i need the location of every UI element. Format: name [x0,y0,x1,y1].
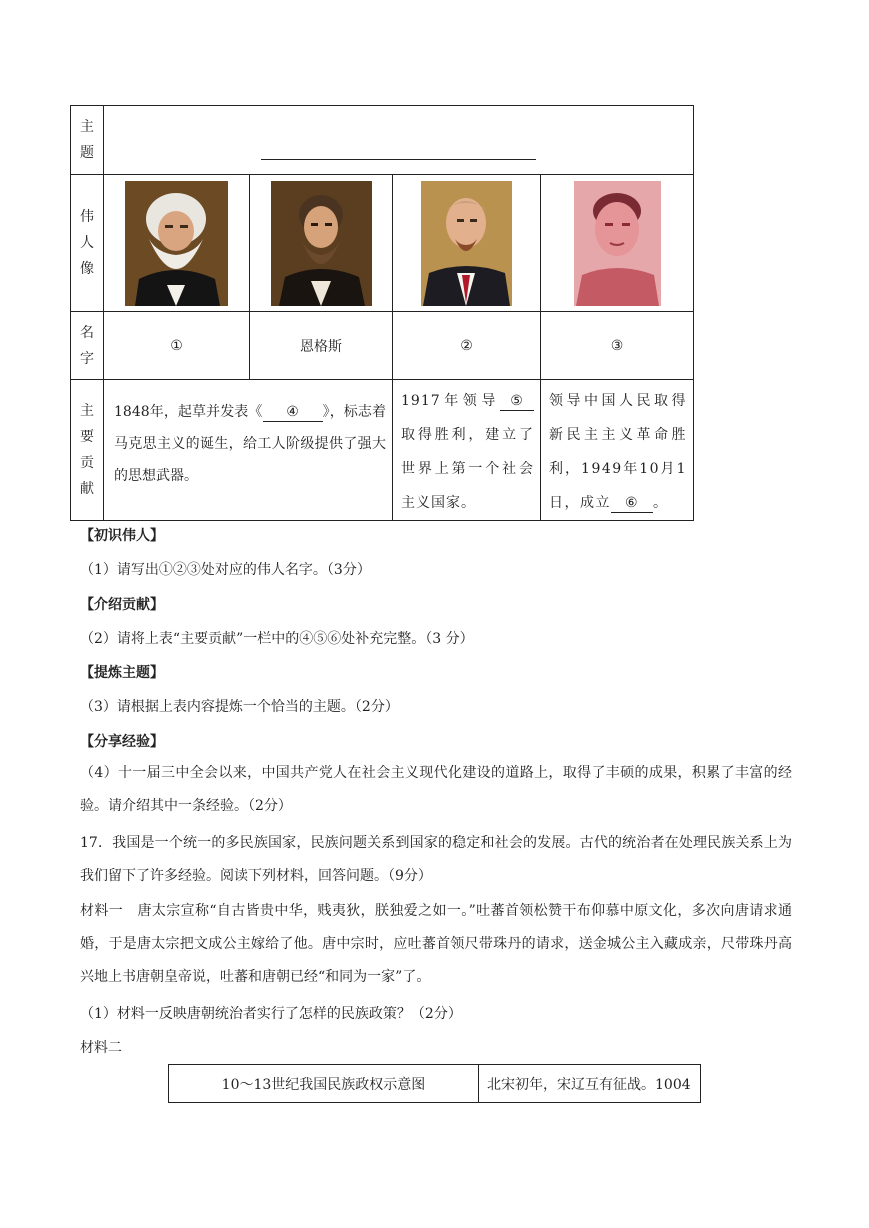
material-2-table [168,1064,701,1103]
mao-portrait [574,181,661,306]
name-cell-1: ① [104,312,250,380]
blank-6: ⑥ [611,494,653,513]
name-cell-3: ② [393,312,541,380]
marx-portrait [125,181,228,306]
portrait-row-label: 伟 人 像 [71,175,104,312]
question-4: （4）十一届三中全会以来，中国共产党人在社会主义现代化建设的道路上，取得了丰硕的成果，积累了丰富的经验。请介绍其中一条经验。（2分） [80,765,792,814]
contribution-row-label: 主 要 贡 献 [71,380,104,521]
contribution-mao: 领导中国人民取得新民主主义革命胜利，1949年10月1日，成立 ⑥ 。 [541,380,694,521]
section-title-3: 【提炼主题】 [80,665,164,681]
material-1: 材料一 唐太宗宣称“自古皆贵中华，贱夷狄，朕独爱之如一。”吐蕃首领松赞干布仰慕中原文化，多次向唐请求通婚，于是唐太宗把文成公主嫁给了他。唐中宗时，应吐蕃首领尺带珠丹的请求，送金城公主入藏成亲，尺带珠丹高兴地上书唐朝皇帝说，吐蕃和唐朝已经“和同为一家”了。 [80,903,792,985]
section-title-2: 【介绍贡献】 [80,597,164,613]
material-2-map-title: 10～13世纪我国民族政权示意图 [169,1065,479,1103]
name-cell-4: ③ [541,312,694,380]
theme-blank-cell [104,106,694,175]
contribution-marx-engels: 1848年，起草并发表《 ④ 》，标志着马克思主义的诞生，给工人阶级提供了强大的思想武器。 [104,380,393,521]
material-2-text: 北宋初年，宋辽互有征战。1004 [479,1065,701,1103]
section-title-1: 【初识伟人】 [80,528,164,544]
name-row-label: 名 字 [71,312,104,380]
engels-portrait [271,181,372,306]
contribution-lenin: 1917年领导 ⑤取得胜利，建立了世界上第一个社会主义国家。 [393,380,541,521]
question-2: （2）请将上表“主要贡献”一栏中的④⑤⑥处补充完整。（3 分） [80,631,474,647]
theme-answer-line [261,119,536,160]
lenin-portrait [421,181,512,306]
question-1: （1）请写出①②③处对应的伟人名字。（3分） [80,562,371,578]
question-17-intro: 17．我国是一个统一的多民族国家，民族问题关系到国家的稳定和社会的发展。古代的统治者在处理民族关系上为我们留下了许多经验。阅读下列材料，回答问题。（9分） [80,835,792,884]
blank-4: ④ [263,403,323,422]
portrait-cell-3 [393,175,541,312]
name-cell-2: 恩格斯 [250,312,393,380]
material-2-label: 材料二 [80,1040,122,1056]
section-title-4: 【分享经验】 [80,734,164,750]
great-people-table [70,105,694,521]
portrait-cell-2 [250,175,393,312]
portrait-cell-4 [541,175,694,312]
theme-row-label: 主 题 [71,106,104,175]
portrait-cell-1 [104,175,250,312]
question-17-1: （1）材料一反映唐朝统治者实行了怎样的民族政策？（2分） [80,1006,462,1022]
blank-5: ⑤ [500,392,534,411]
question-3: （3）请根据上表内容提炼一个恰当的主题。（2分） [80,699,399,715]
